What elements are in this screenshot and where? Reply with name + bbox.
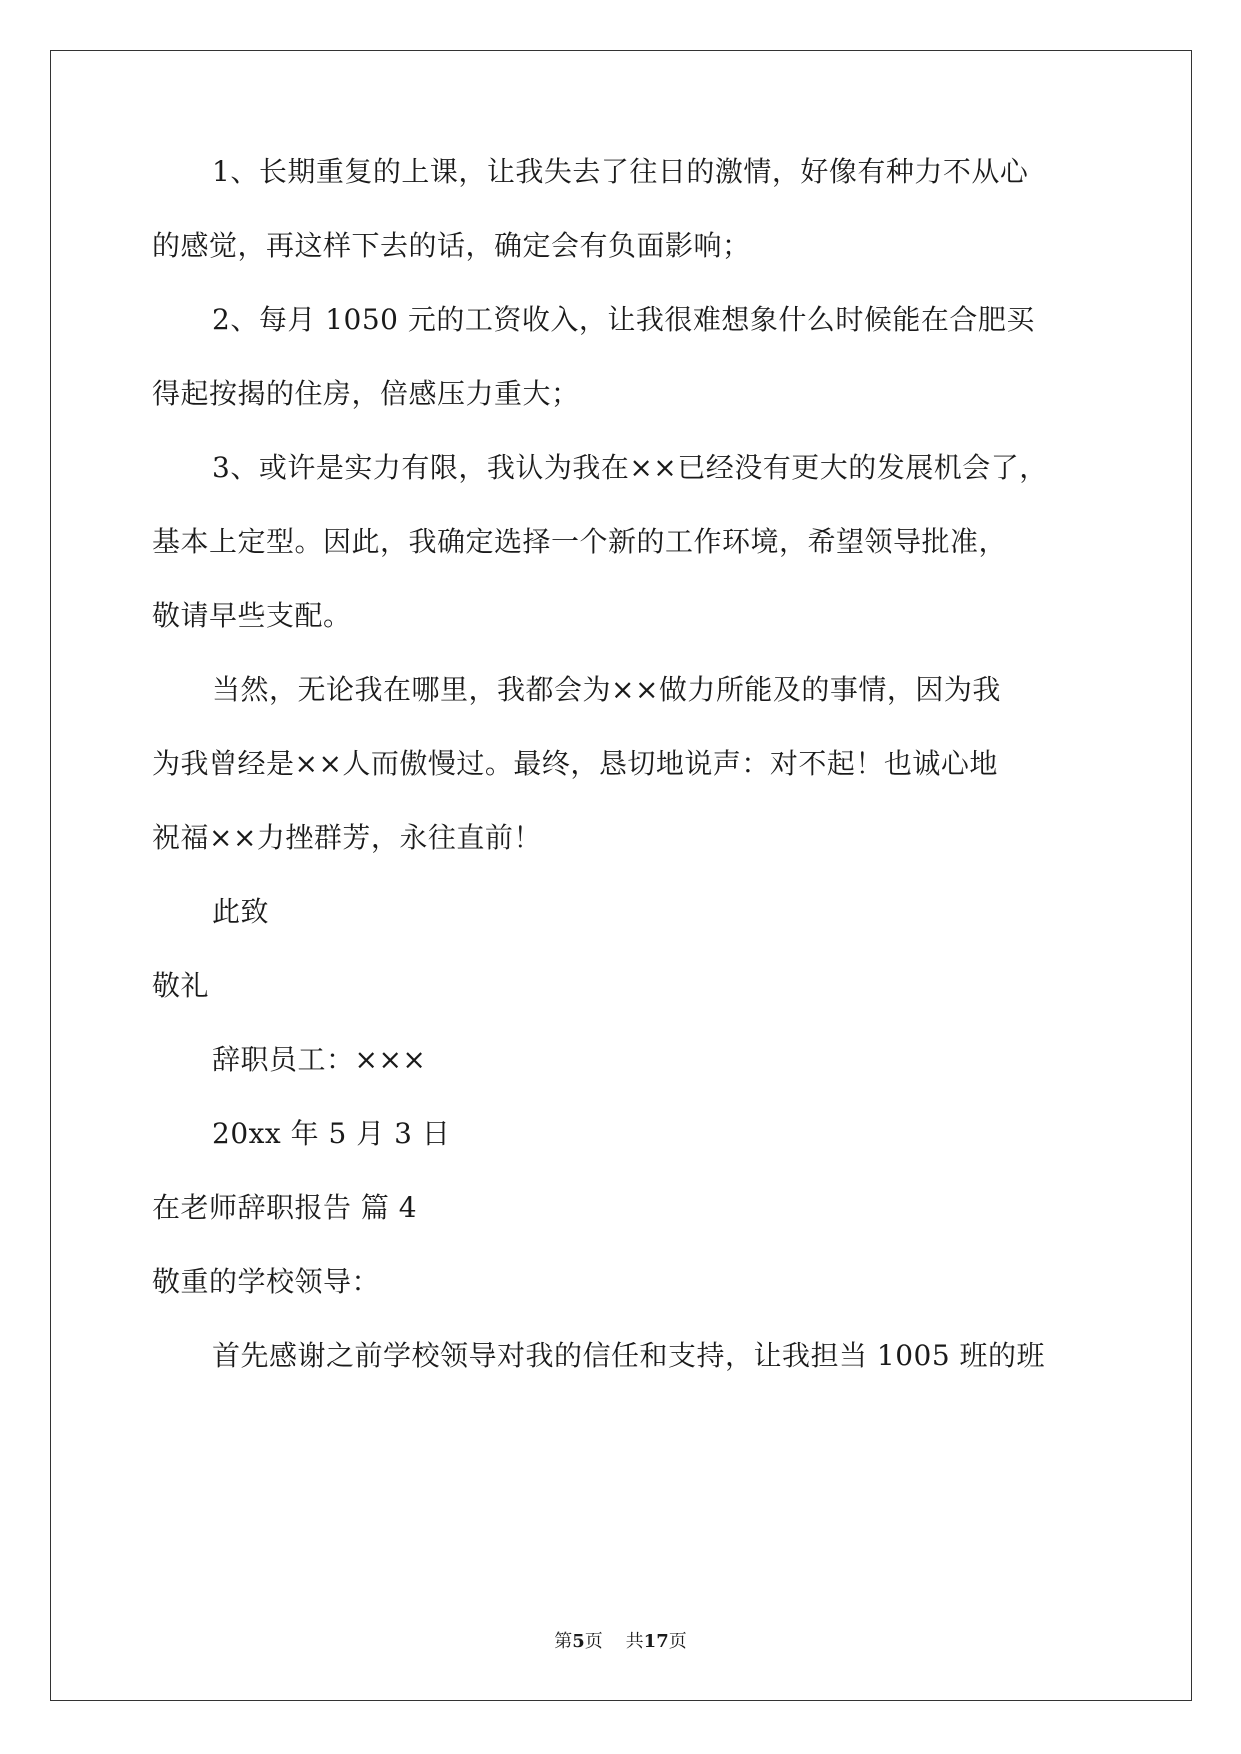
section-heading: 在老师辞职报告 篇 4 bbox=[152, 1191, 418, 1224]
date-line: 20xx 年 5 月 3 日 bbox=[212, 1117, 451, 1150]
paragraph-line: 3、或许是实力有限，我认为我在××已经没有更大的发展机会了， bbox=[212, 451, 1048, 484]
page-border bbox=[50, 50, 1192, 1701]
footer-current-page: 5 bbox=[572, 1631, 585, 1652]
closing-regards: 敬礼 bbox=[152, 969, 210, 1002]
paragraph-line: 首先感谢之前学校领导对我的信任和支持，让我担当 1005 班的班 bbox=[212, 1339, 1046, 1372]
closing-salutation: 此致 bbox=[212, 895, 270, 928]
paragraph-line: 祝福××力挫群芳，永往直前！ bbox=[152, 821, 542, 854]
footer-suffix: 页 bbox=[668, 1631, 687, 1652]
paragraph-line: 为我曾经是××人而傲慢过。最终，恳切地说声：对不起！也诚心地 bbox=[152, 747, 998, 780]
paragraph-line: 2、每月 1050 元的工资收入，让我很难想象什么时候能在合肥买 bbox=[212, 303, 1035, 336]
greeting-line: 敬重的学校领导： bbox=[152, 1265, 381, 1298]
page-footer bbox=[0, 1630, 1241, 1654]
paragraph-line: 得起按揭的住房，倍感压力重大； bbox=[152, 377, 580, 410]
paragraph-line: 基本上定型。因此，我确定选择一个新的工作环境，希望领导批准， bbox=[152, 525, 1008, 558]
footer-total-pages: 17 bbox=[643, 1631, 669, 1652]
footer-mid: 页 共 bbox=[584, 1631, 644, 1652]
paragraph-line: 的感觉，再这样下去的话，确定会有负面影响； bbox=[152, 229, 751, 262]
paragraph-line: 敬请早些支配。 bbox=[152, 599, 352, 632]
paragraph-line: 当然，无论我在哪里，我都会为××做力所能及的事情，因为我 bbox=[212, 673, 1001, 706]
signature-line: 辞职员工：××× bbox=[212, 1043, 427, 1076]
paragraph-line: 1、长期重复的上课，让我失去了往日的激情，好像有种力不从心 bbox=[212, 155, 1029, 188]
footer-prefix: 第 bbox=[554, 1631, 573, 1652]
